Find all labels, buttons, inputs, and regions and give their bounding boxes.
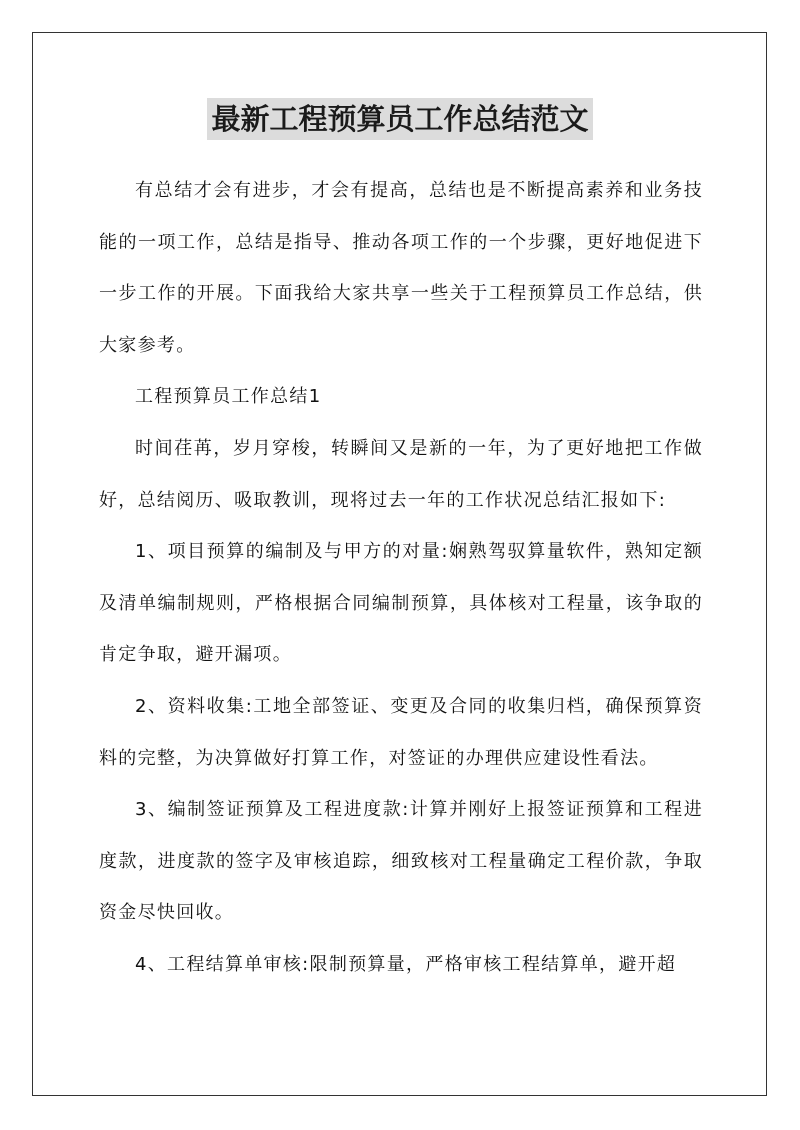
title-container <box>0 98 800 140</box>
document-title: 最新工程预算员工作总结范文 <box>207 98 592 140</box>
item-4-paragraph: 4、工程结算单审核:限制预算量，严格审核工程结算单，避开超 <box>135 953 677 975</box>
intro-paragraph: 有总结才会有进步，才会有提高，总结也是不断提高素养和业务技能的一项工作，总结是指导、推动各项工作的一个步骤，更好地促进下一步工作的开展。下面我给大家共享一些关于工程预算员工作总结，供大家参考。 <box>99 180 703 356</box>
item-2-paragraph: 2、资料收集:工地全部签证、变更及合同的收集归档，确保预算资料的完整，为决算做好打算工作，对签证的办理供应建设性看法。 <box>99 695 703 769</box>
section-heading: 工程预算员工作总结1 <box>135 386 322 408</box>
item-3-paragraph: 3、编制签证预算及工程进度款:计算并刚好上报签证预算和工程进度款，进度款的签字及审核追踪，细致核对工程量确定工程价款，争取资金尽快回收。 <box>99 799 703 924</box>
item-1-paragraph: 1、项目预算的编制及与甲方的对量:娴熟驾驭算量软件，熟知定额及清单编制规则，严格根据合同编制预算，具体核对工程量，该争取的肯定争取，避开漏项。 <box>99 541 703 666</box>
opening-paragraph: 时间荏苒，岁月穿梭，转瞬间又是新的一年，为了更好地把工作做好，总结阅历、吸取教训，现将过去一年的工作状况总结汇报如下: <box>99 437 703 511</box>
document-body <box>99 165 703 991</box>
